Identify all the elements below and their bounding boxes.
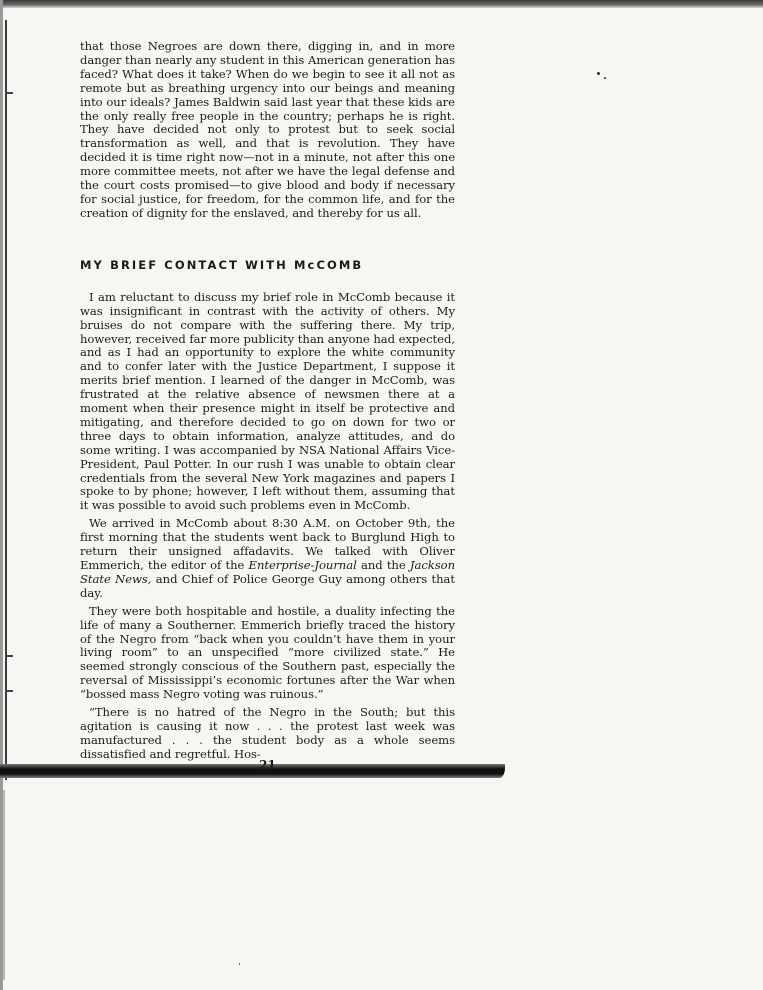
opening-paragraph: that those Negroes are down there, digging in, and in more danger than nearly any student in this American generation has faced? What does it take? When do we begin to see it all not as remote but as breathing urgency into our beings and meaning into our ideals? James Baldwin said last year that these kids are the only really free people in the country; perhaps he is right. They have decided not only to protest but to seek social transformation as well, and that is revolution. They have decided it is time right now—not in a minute, not after this one more committee meets, not after we have the legal defense and the court costs promised—to give blood and body if necessary for social justice, for freedom, for the common life, and for the creation of dignity for the enslaved, and thereby for us all.: [80, 39, 455, 220]
scan-speck: [239, 963, 240, 965]
scan-speck: [597, 72, 600, 75]
page-number: 21: [259, 758, 276, 772]
paragraph-arrived: [80, 517, 455, 600]
binding-tick: [5, 690, 13, 692]
scan-speck: [604, 77, 606, 79]
paragraph-hospitable: They were both hospitable and hostile, a duality infecting the life of many a Southerner. Emmerich briefly traced the history of the Negro from “back when you couldn’t have them in your living room” to an unspecified “more civilized state.” He seemed strongly conscious of the Southern past, especially the reversal of Mississippi’s economic fortunes after the War when “bossed mass Negro voting was ruinous.”: [80, 603, 455, 702]
paragraph-text: We arrived in McComb about 8:30 A.M. on October 9th, the first morning that the students went back to Burglund High to return their unsigned affadavits. We talked with Oliver Emmerich, the editor of the: [80, 516, 455, 572]
scan-left-shadow: [3, 790, 5, 980]
newspaper-title: Jackson State News,: [80, 558, 455, 586]
binding-tick: [5, 92, 13, 94]
section-heading: MY BRIEF CONTACT WITH McCOMB: [80, 257, 364, 272]
paragraph-reluctant: I am reluctant to discuss my brief role in McComb because it was insignificant in contrast with the activity of others. My bruises do not compare with the suffering there. My trip, however, received far more publicity than anyone had expected, and as I had an opportunity to explore the white community and to confer later with the Justice Department, I suppose it merits brief mention. I learned of the danger in McComb, was frustrated at the relative absence of newsmen there at a moment when their presence might in itself be protective and mitigating, and therefore decided to go on down for two or three days to obtain information, analyze attitudes, and do some writing. I was accompanied by NSA National Affairs Vice-President, Paul Potter. In our rush I was unable to obtain clear credentials from the several New York magazines and papers I spoke to by phone; however, I left without them, assuming that it was possible to avoid such problems even in McComb.: [80, 289, 455, 513]
paragraph-text: and the: [356, 558, 410, 572]
paragraph-text: and Chief of Police George Guy among others that day.: [80, 571, 455, 600]
paragraph-quote: “There is no hatred of the Negro in the South; but this agitation is causing it now . . . the protest last week was manufactured . . . the student body as a whole seems dissatisfied and regretful. Hos-: [80, 705, 455, 761]
book-page: [80, 39, 455, 772]
newspaper-title: Enterprise-Journal: [248, 558, 357, 572]
scan-top-border: [0, 0, 763, 8]
binding-rule: [5, 20, 7, 780]
binding-tick: [5, 655, 13, 657]
